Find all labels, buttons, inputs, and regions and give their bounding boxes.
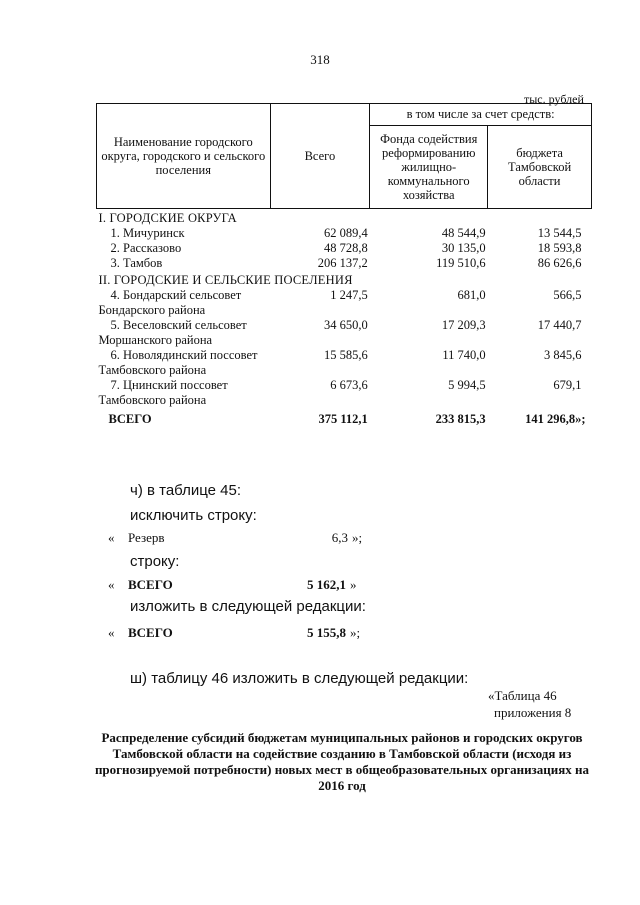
header-total: Всего xyxy=(270,104,370,209)
row-name-line1: 5. Веселовский сельсовет xyxy=(110,318,247,332)
table-row xyxy=(97,378,592,408)
amend-exclude: исключить строку: xyxy=(130,507,257,524)
subsidy-table xyxy=(96,103,592,427)
reserve-value: 6,3 xyxy=(331,530,348,545)
header-group: в том числе за счет средств: xyxy=(370,104,592,126)
row-name xyxy=(97,348,271,378)
row-name-line2: Тамбовского района xyxy=(98,393,207,407)
row-budget: 17 440,7 xyxy=(537,318,582,332)
table-row xyxy=(97,288,592,318)
row-fund: 681,0 xyxy=(457,288,486,302)
quote-close: »; xyxy=(350,625,361,640)
row-budget: 679,1 xyxy=(553,378,582,392)
total-old-value: 5 162,1 xyxy=(307,577,346,592)
row-name xyxy=(97,318,271,348)
total-value: 375 112,1 xyxy=(318,412,368,426)
amend-table46: ш) таблицу 46 изложить в следующей редакции: xyxy=(130,670,469,687)
row-name-line2: Бондарского района xyxy=(98,303,206,317)
row-budget: 18 593,8 xyxy=(537,241,582,255)
row-name: 1. Мичуринск xyxy=(110,226,185,240)
total-row xyxy=(97,408,592,427)
unit-label: тыс. рублей xyxy=(524,92,584,106)
section-heading: Распределение субсидий бюджетам муниципальных районов и городских округов Тамбовской области на содействие созданию в Тамбовской области (исходя из прогнозируемой потребности) новых мест в общеобразовательных организациях на 2016 год xyxy=(94,730,590,793)
row-total: 1 247,5 xyxy=(330,288,368,302)
row-name: 3. Тамбов xyxy=(110,256,163,270)
row-budget: 3 845,6 xyxy=(544,348,582,362)
section-title: II. ГОРОДСКИЕ И СЕЛЬСКИЕ ПОСЕЛЕНИЯ xyxy=(98,273,353,287)
total-label: ВСЕГО xyxy=(108,412,152,426)
row-fund: 17 209,3 xyxy=(441,318,486,332)
row-total: 48 728,8 xyxy=(324,241,368,255)
quote-close: » xyxy=(350,577,357,592)
row-name-line1: 7. Цнинский поссовет xyxy=(110,378,228,392)
row-name-line2: Моршанского района xyxy=(98,333,213,347)
row-name-line1: 4. Бондарский сельсовет xyxy=(110,288,242,302)
table46-ref-2: приложения 8 xyxy=(494,705,572,720)
header-budget: бюджета Тамбовской области xyxy=(488,125,592,208)
amend-row: строку: xyxy=(130,553,180,570)
quote-open: « xyxy=(108,577,115,592)
row-fund: 11 740,0 xyxy=(442,348,486,362)
row-name: 2. Рассказово xyxy=(110,241,182,255)
row-total: 206 137,2 xyxy=(317,256,368,270)
header-name: Наименование городского округа, городского и сельского поселения xyxy=(97,104,271,209)
row-name xyxy=(97,378,271,408)
total-new-value: 5 155,8 xyxy=(307,625,346,640)
quote-close: »; xyxy=(352,530,363,545)
row-fund: 30 135,0 xyxy=(441,241,486,255)
table-row xyxy=(97,348,592,378)
page-number: 318 xyxy=(310,52,330,67)
row-total: 34 650,0 xyxy=(324,318,368,332)
row-name xyxy=(97,288,271,318)
quote-open: « xyxy=(108,530,115,545)
table-row xyxy=(97,256,592,271)
row-total: 15 585,6 xyxy=(324,348,368,362)
total-new-label: ВСЕГО xyxy=(128,625,173,640)
amend-restate: изложить в следующей редакции: xyxy=(130,598,366,615)
table-row xyxy=(97,318,592,348)
row-fund: 48 544,9 xyxy=(441,226,486,240)
total-old-label: ВСЕГО xyxy=(128,577,173,592)
row-fund: 5 994,5 xyxy=(448,378,486,392)
table46-ref-1: «Таблица 46 xyxy=(488,688,557,703)
table-row xyxy=(97,226,592,241)
table-row xyxy=(97,241,592,256)
row-total: 62 089,4 xyxy=(324,226,368,240)
total-fund: 233 815,3 xyxy=(435,412,486,426)
total-budget: 141 296,8»; xyxy=(525,412,586,426)
header-fund: Фонда содействия реформированию жилищно-коммунального хозяйства xyxy=(370,125,488,208)
reserve-label: Резерв xyxy=(128,530,165,545)
row-name-line2: Тамбовского района xyxy=(98,363,207,377)
row-name-line1: 6. Новолядинский поссовет xyxy=(110,348,258,362)
row-budget: 566,5 xyxy=(553,288,582,302)
row-total: 6 673,6 xyxy=(330,378,368,392)
row-fund: 119 510,6 xyxy=(436,256,486,270)
row-budget: 13 544,5 xyxy=(537,226,582,240)
quote-open: « xyxy=(108,625,115,640)
row-budget: 86 626,6 xyxy=(537,256,582,270)
amend-table45: ч) в таблице 45: xyxy=(130,482,241,499)
section-title: I. ГОРОДСКИЕ ОКРУГА xyxy=(98,211,237,225)
